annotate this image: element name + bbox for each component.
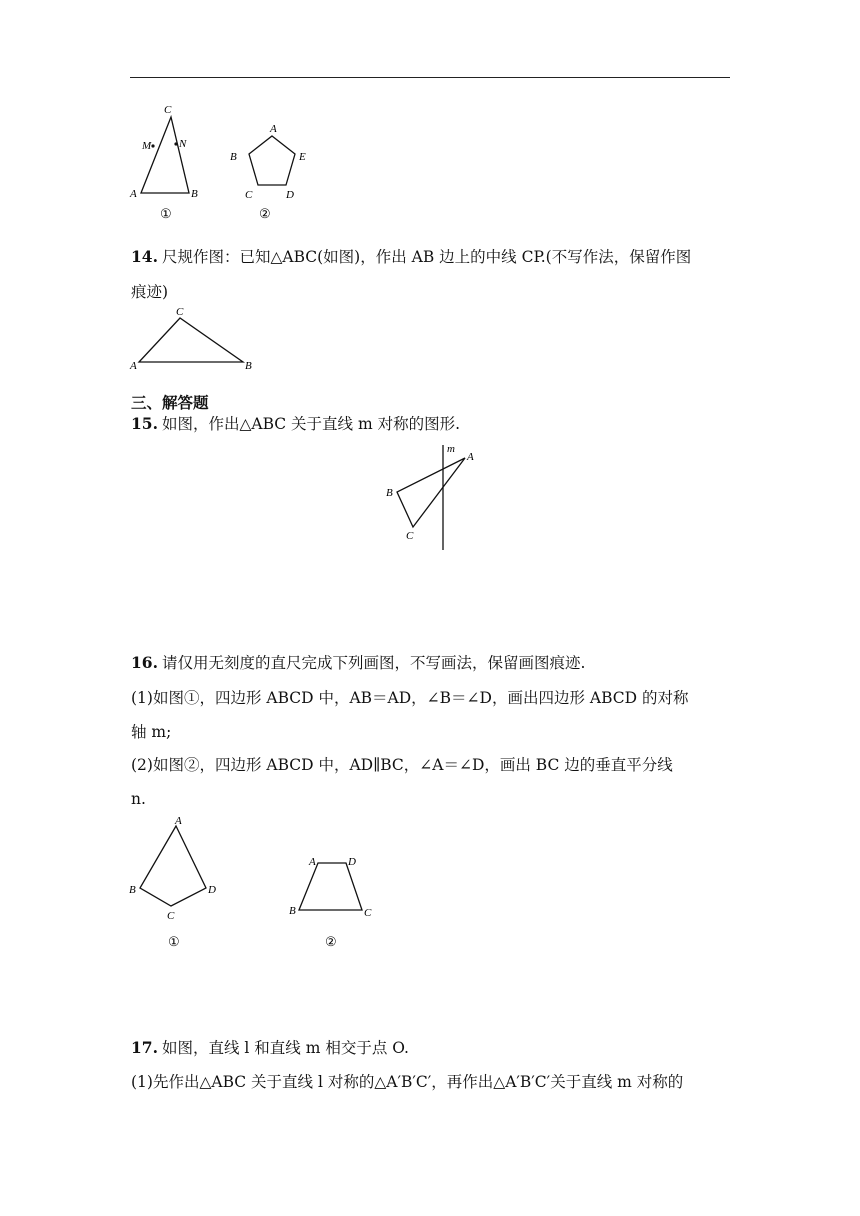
- q15-number: 15.: [131, 414, 158, 433]
- q14-figure: [125, 303, 265, 375]
- q17-text: 17. 如图，直线 l 和直线 m 相交于点 O.: [131, 1038, 409, 1057]
- caption-1: ①: [160, 206, 172, 221]
- label-m: m: [447, 443, 455, 455]
- triangle-abc: [139, 318, 243, 362]
- q14-line1: 14. 尺规作图：已知△ABC(如图)，作出 AB 边上的中线 CP.(不写作法，保留作图: [131, 247, 692, 266]
- quadrilateral-abcd: [140, 826, 206, 906]
- caption-2: ②: [259, 206, 271, 221]
- label-b: B: [191, 188, 198, 200]
- point-m: [151, 144, 154, 147]
- label-a: A: [175, 815, 182, 827]
- pentagon-abcde: [249, 136, 295, 185]
- q14-line2: 痕迹): [131, 283, 169, 301]
- q17-part1: (1)先作出△ABC 关于直线 l 对称的△A′B′C′，再作出△A′B′C′关于直线 m 对称的: [131, 1073, 684, 1091]
- q15-text: 15. 如图，作出△ABC 关于直线 m 对称的图形.: [131, 414, 461, 433]
- label-d: D: [348, 856, 356, 868]
- q16-figure-1: [120, 812, 230, 952]
- q16-part2-line1: (2)如图②，四边形 ABCD 中，AD∥BC，∠A＝∠D，画出 BC 边的垂直平分线: [131, 756, 673, 774]
- label-c: C: [167, 910, 175, 922]
- label-c: C: [245, 189, 253, 201]
- label-b: B: [289, 905, 296, 917]
- q13-figure-2: [225, 118, 320, 223]
- q16-figure-2: [285, 850, 385, 950]
- label-a: A: [270, 123, 277, 135]
- label-c: C: [164, 104, 172, 116]
- label-a: A: [130, 188, 137, 200]
- label-a: A: [467, 451, 474, 463]
- label-d: D: [286, 189, 294, 201]
- header-rule: [130, 77, 730, 78]
- label-n: N: [179, 138, 187, 150]
- caption-1: ①: [168, 934, 180, 949]
- q16-number: 16.: [131, 653, 158, 672]
- triangle-abc: [141, 117, 189, 193]
- q13-figure-1: [120, 100, 210, 225]
- label-a: A: [309, 856, 316, 868]
- label-c: C: [364, 907, 372, 919]
- label-d: D: [208, 884, 216, 896]
- label-b: B: [245, 360, 252, 372]
- triangle-abc: [397, 458, 465, 527]
- point-n: [174, 142, 177, 145]
- label-b: B: [386, 487, 393, 499]
- label-a: A: [130, 360, 137, 372]
- q16-text: 16. 请仅用无刻度的直尺完成下列画图，不写画法，保留画图痕迹.: [131, 653, 586, 672]
- q15-figure: [380, 440, 490, 555]
- label-c: C: [406, 530, 414, 542]
- label-b: B: [230, 151, 237, 163]
- label-c: C: [176, 306, 184, 318]
- trapezoid-abcd: [299, 863, 362, 910]
- q14-number: 14.: [131, 247, 158, 266]
- label-m: M: [142, 140, 152, 152]
- label-b: B: [129, 884, 136, 896]
- q16-part1-line2: 轴 m;: [131, 723, 172, 741]
- section-title: 三、解答题: [131, 394, 209, 412]
- caption-2: ②: [325, 934, 337, 949]
- q17-number: 17.: [131, 1038, 158, 1057]
- q16-part1-line1: (1)如图①，四边形 ABCD 中，AB＝AD，∠B＝∠D，画出四边形 ABCD 的对称: [131, 689, 689, 707]
- q16-part2-line2: n.: [131, 790, 146, 808]
- label-e: E: [299, 151, 306, 163]
